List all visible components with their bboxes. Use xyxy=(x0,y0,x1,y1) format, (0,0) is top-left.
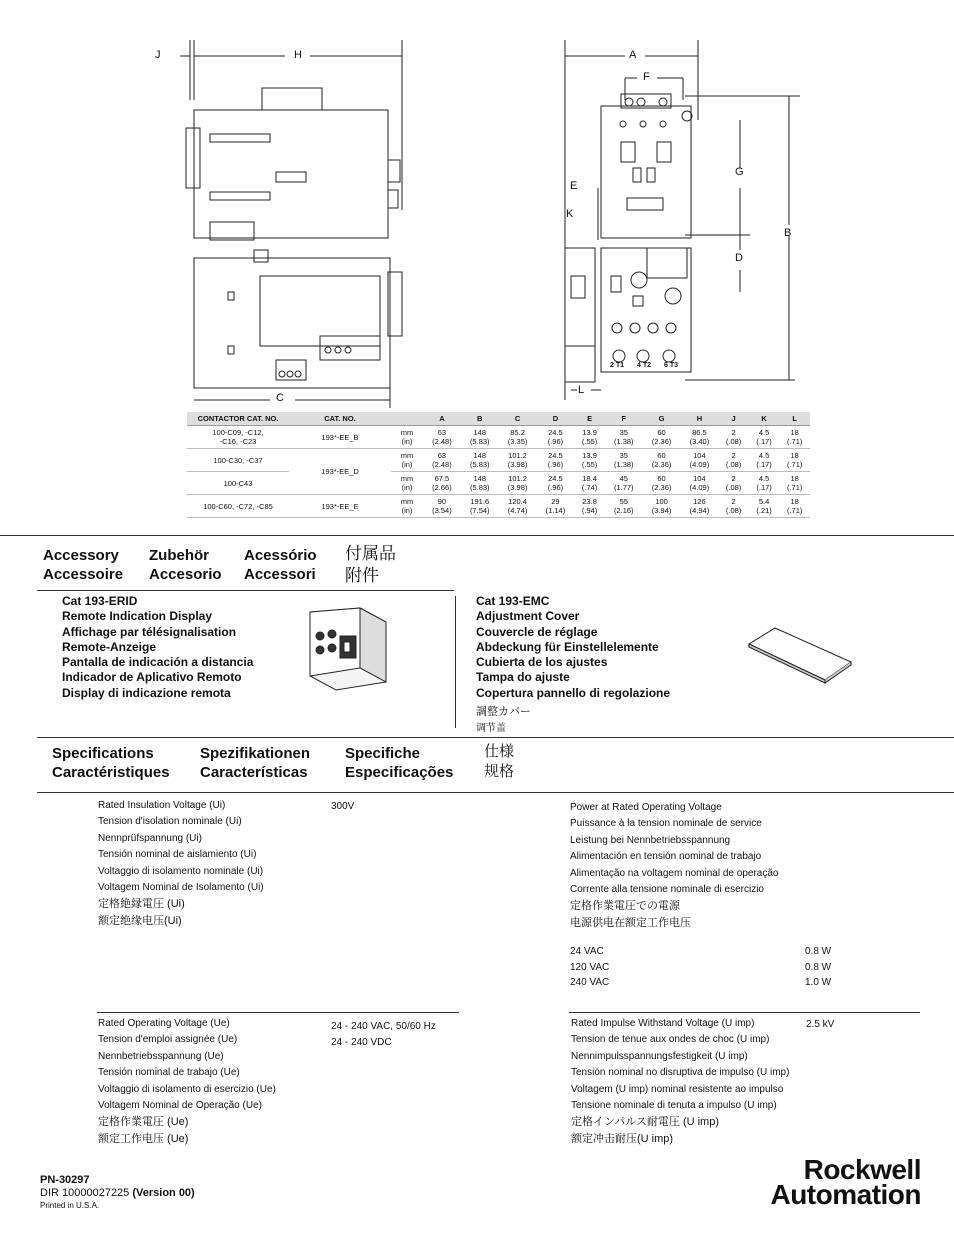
power-watts: 0.8 W xyxy=(805,946,832,957)
spec-line: Power at Rated Operating Voltage xyxy=(570,802,722,813)
terminal-label-3: 6 T3 xyxy=(664,362,679,369)
dim-cell: 90 (3.54) xyxy=(423,495,461,518)
spec-line: Voltagem (U imp) nominal resistente ao impulso xyxy=(571,1083,784,1095)
power-voltage: 240 VAC xyxy=(570,977,610,989)
spec-line: 定格絶縁電圧 (Ui) xyxy=(98,898,185,911)
dim-cell: 35 (1.38) xyxy=(605,449,643,472)
accessory-line: Remote Indication Display xyxy=(62,609,213,624)
spec-line: 额定冲击耐压(U imp) xyxy=(571,1132,674,1145)
dim-cell: 18 (.71) xyxy=(779,495,810,518)
spec-line: Tension de tenue aux ondes de choc (U imp) xyxy=(571,1034,770,1046)
dim-cell: 13.9 (.55) xyxy=(574,449,605,472)
dim-cell: 24.5 (.96) xyxy=(536,449,574,472)
heading-line: Specifiche xyxy=(345,745,421,762)
dim-cell: 104 (4.09) xyxy=(680,472,718,495)
accessory-line: Display di indicazione remota xyxy=(62,685,231,700)
table-row xyxy=(187,449,810,472)
column-header: CAT. NO. xyxy=(289,412,391,426)
dim-label-a: A xyxy=(629,49,637,61)
dim-label-h: H xyxy=(294,49,302,61)
dim-cell: 4.5 (.17) xyxy=(749,449,780,472)
spec-power-labels xyxy=(570,800,778,931)
dim-cell: 55 (2.16) xyxy=(605,495,643,518)
spec-line: Voltaggio di isolamento nominale (Ui) xyxy=(98,865,264,877)
cat-no-cell: 193*-EE_B xyxy=(289,426,391,449)
dim-cell: 5.4 (.21) xyxy=(749,495,780,518)
spec-heading-en xyxy=(52,744,170,782)
dimension-table xyxy=(187,412,810,518)
dim-cell: 101.2 (3.98) xyxy=(499,449,537,472)
accessory-emc-text xyxy=(476,594,670,701)
heading-line: Características xyxy=(200,764,308,781)
unit-cell: mm (in) xyxy=(391,449,423,472)
terminal-label-2: 4 T2 xyxy=(637,362,652,369)
spec-line: Tensión nominal no disruptiva de impulso (U imp) xyxy=(571,1067,790,1079)
heading-line: 规格 xyxy=(484,763,515,780)
dim-cell: 18 (.71) xyxy=(779,472,810,495)
accessory-line: Cat 193-ERID xyxy=(62,594,138,608)
dim-cell: 18 (.71) xyxy=(779,426,810,449)
heading-line: Accessori xyxy=(244,566,316,583)
value-line: 24 - 240 VDC xyxy=(331,1037,392,1048)
power-row xyxy=(570,975,840,991)
divider xyxy=(37,590,454,591)
spec-line: Rated Operating Voltage (Ue) xyxy=(98,1018,230,1029)
accessory-heading-pt xyxy=(244,546,317,584)
dim-cell: 104 (4.09) xyxy=(680,449,718,472)
spec-line: 定格インパルス耐電圧 (U imp) xyxy=(571,1116,720,1129)
accessory-line: Copertura pannello di regolazione xyxy=(476,685,671,700)
dim-cell: 120.4 (4.74) xyxy=(499,495,537,518)
dim-cell: 24.5 (.96) xyxy=(536,426,574,449)
dim-label-j: J xyxy=(155,49,161,61)
column-header: L xyxy=(779,412,810,426)
accessory-line: Affichage par télésignalisation xyxy=(62,624,237,639)
power-watts: 0.8 W xyxy=(805,961,832,973)
dim-label-c: C xyxy=(276,392,284,404)
heading-line: Acessório xyxy=(244,547,317,564)
divider xyxy=(569,1012,920,1013)
dim-cell: 67.5 (2.66) xyxy=(423,472,461,495)
column-header: B xyxy=(461,412,499,426)
spec-line: Corrente alla tensione nominale di esercizio xyxy=(570,884,764,896)
spec-line: Voltagem Nominal de Operação (Ue) xyxy=(98,1100,262,1112)
spec-line: 电源供电在额定工作电压 xyxy=(570,916,691,929)
heading-line: Zubehör xyxy=(149,547,209,564)
spec-heading-cjk xyxy=(484,742,514,782)
printed-in: Printed in U.S.A. xyxy=(40,1201,100,1210)
accessory-emc-cjk-2: 调节盖 xyxy=(476,723,506,734)
contactor-cat-cell: 100-C09, -C12, -C16, -C23 xyxy=(187,426,289,449)
accessory-heading-en xyxy=(43,546,123,584)
dim-cell: 148 (5.83) xyxy=(461,472,499,495)
accessory-line: Cat 193-EMC xyxy=(476,594,550,608)
heading-line: Accesorio xyxy=(149,566,222,583)
dim-cell: 2 (.08) xyxy=(718,472,749,495)
column-header: F xyxy=(605,412,643,426)
column-header xyxy=(391,412,423,426)
column-header: D xyxy=(536,412,574,426)
logo-line: Rockwell xyxy=(803,1154,921,1185)
accessory-heading-de xyxy=(149,546,222,584)
dim-cell: 126 (4.94) xyxy=(680,495,718,518)
front-view-diagram xyxy=(555,40,805,410)
unit-cell: mm (in) xyxy=(391,472,423,495)
dim-cell: 85.2 (3.35) xyxy=(499,426,537,449)
document-version xyxy=(40,1187,195,1199)
column-header: K xyxy=(749,412,780,426)
dim-cell: 60 (2.36) xyxy=(643,449,681,472)
spec-line: Voltaggio di isolamento di esercizio (Ue) xyxy=(98,1083,276,1095)
heading-line: Spezifikationen xyxy=(200,745,311,762)
dim-cell: 35 (1.38) xyxy=(605,426,643,449)
accessory-line: Tampa do ajuste xyxy=(476,670,570,685)
dim-cell: 60 (2.36) xyxy=(643,426,681,449)
column-header: A xyxy=(423,412,461,426)
spec-line: Nennbetriebsspannung (Ue) xyxy=(98,1050,224,1062)
dim-label-b: B xyxy=(784,227,792,239)
dim-label-f: F xyxy=(643,71,650,83)
spec-line: Puissance à la tension nominale de service xyxy=(570,818,762,830)
unit-cell: mm (in) xyxy=(391,426,423,449)
dim-cell: 24.5 (.96) xyxy=(536,472,574,495)
value-line: 24 - 240 VAC, 50/60 Hz xyxy=(331,1021,436,1032)
spec-impulse-value: 2.5 kV xyxy=(806,1019,835,1030)
spec-heading-it xyxy=(345,744,453,782)
part-number: PN-30297 xyxy=(40,1174,90,1186)
accessory-line: Indicador de Aplicativo Remoto xyxy=(62,670,242,685)
heading-line: Specifications xyxy=(52,745,154,762)
version-label: (Version 00) xyxy=(132,1187,195,1199)
spec-line: Tension d'emploi assignée (Ue) xyxy=(98,1034,238,1046)
divider xyxy=(37,737,954,738)
spec-line: 定格作業電圧 (Ue) xyxy=(98,1116,189,1129)
accessory-line: Couvercle de réglage xyxy=(476,624,598,639)
spec-line: Alimentação na voltagem nominal de operação xyxy=(570,867,779,879)
dim-label-k: K xyxy=(566,208,574,220)
dim-cell: 2 (.08) xyxy=(718,449,749,472)
accessory-heading-cjk xyxy=(345,543,396,587)
dim-cell: 63 (2.48) xyxy=(423,426,461,449)
spec-operating-labels xyxy=(98,1016,276,1147)
dim-label-e: E xyxy=(570,180,578,192)
spec-power-table xyxy=(570,944,840,991)
heading-line: Caractéristiques xyxy=(52,764,170,781)
spec-line: Tensione nominale di tenuta a impulso (U imp) xyxy=(571,1100,777,1112)
accessory-line: Cubierta de los ajustes xyxy=(476,655,608,670)
spec-line: Leistung bei Nennbetriebsspannung xyxy=(570,834,731,846)
spec-insulation-value: 300V xyxy=(331,801,355,812)
spec-insulation-labels xyxy=(98,798,264,929)
spec-line: Nennimpulsspannungsfestigkeit (U imp) xyxy=(571,1050,748,1062)
dim-label-g: G xyxy=(735,166,744,178)
remote-display-image xyxy=(300,606,390,692)
rockwell-logo xyxy=(716,1154,921,1210)
dim-cell: 2 (.08) xyxy=(718,426,749,449)
spec-line: Rated Impulse Withstand Voltage (U imp) xyxy=(571,1018,755,1029)
dim-cell: 148 (5.83) xyxy=(461,426,499,449)
cat-no-cell: 193*-EE_E xyxy=(289,495,391,518)
dim-cell: 4.5 (.17) xyxy=(749,472,780,495)
heading-line: 附件 xyxy=(345,566,379,585)
dim-cell: 86.5 (3.40) xyxy=(680,426,718,449)
dim-cell: 18.4 (.74) xyxy=(574,472,605,495)
dim-cell: 13.9 (.55) xyxy=(574,426,605,449)
spec-line: Nennprüfspannung (Ui) xyxy=(98,832,202,844)
accessory-line: Adjustment Cover xyxy=(476,609,580,624)
dim-cell: 45 (1.77) xyxy=(605,472,643,495)
column-header: J xyxy=(718,412,749,426)
dim-cell: 23.8 (.94) xyxy=(574,495,605,518)
table-row xyxy=(187,495,810,518)
spec-line: Voltagem Nominal de Isolamento (Ui) xyxy=(98,882,264,894)
unit-cell: mm (in) xyxy=(391,495,423,518)
vertical-divider xyxy=(455,596,456,728)
power-watts: 1.0 W xyxy=(805,977,832,989)
power-row xyxy=(570,944,840,960)
table-row xyxy=(187,472,810,495)
spec-line: Tensión nominal de trabajo (Ue) xyxy=(98,1067,240,1079)
dim-cell: 18 (.71) xyxy=(779,449,810,472)
spec-line: 额定绝缘电压(Ui) xyxy=(98,914,182,927)
accessory-erid-text xyxy=(62,594,253,701)
heading-line: 仕様 xyxy=(484,743,515,760)
column-header: C xyxy=(499,412,537,426)
dim-cell: 63 (2.48) xyxy=(423,449,461,472)
heading-line: Especificações xyxy=(345,764,454,781)
spec-operating-values xyxy=(331,1019,436,1051)
spec-line: Tensión nominal de aislamiento (Ui) xyxy=(98,849,257,861)
dim-cell: 101.2 (3.98) xyxy=(499,472,537,495)
dir-number: DIR 10000027225 xyxy=(40,1187,130,1199)
dim-cell: 191.6 (7.54) xyxy=(461,495,499,518)
spec-line: 定格作業電圧での電源 xyxy=(570,900,680,913)
column-header: H xyxy=(680,412,718,426)
spec-line: 额定工作电压 (Ue) xyxy=(98,1132,189,1145)
dim-cell: 4.5 (.17) xyxy=(749,426,780,449)
terminal-label-1: 2 T1 xyxy=(610,362,625,369)
accessory-line: Remote-Anzeige xyxy=(62,639,157,654)
dim-cell: 148 (5.83) xyxy=(461,449,499,472)
divider xyxy=(37,792,954,793)
spec-line: Tension d'isolation nominale (Ui) xyxy=(98,816,242,828)
side-view-diagram xyxy=(150,40,420,410)
heading-line: Accessory xyxy=(43,547,119,564)
contactor-cat-cell: 100-C60, -C72, -C85 xyxy=(187,495,289,518)
accessory-emc-cjk-1: 調整カバー xyxy=(476,706,531,718)
spec-impulse-labels xyxy=(571,1016,789,1147)
adjustment-cover-image xyxy=(745,624,855,684)
dim-label-l: L xyxy=(578,384,585,396)
power-voltage: 120 VAC xyxy=(570,961,610,973)
spec-line: Alimentación en tensión nominal de trabajo xyxy=(570,851,762,863)
power-row xyxy=(570,960,840,976)
dim-cell: 60 (2.36) xyxy=(643,472,681,495)
spec-line: Rated Insulation Voltage (Ui) xyxy=(98,800,226,811)
cat-no-cell: 193*-EE_D xyxy=(289,449,391,495)
dim-cell: 100 (3.94) xyxy=(643,495,681,518)
accessory-line: Pantalla de indicación a distancia xyxy=(62,655,254,670)
table-header-row xyxy=(187,412,810,426)
power-voltage: 24 VAC xyxy=(570,946,604,957)
column-header: CONTACTOR CAT. NO. xyxy=(187,412,289,426)
divider xyxy=(97,1012,459,1013)
dim-cell: 29 (1.14) xyxy=(536,495,574,518)
column-header: G xyxy=(643,412,681,426)
column-header: E xyxy=(574,412,605,426)
accessory-line: Abdeckung für Einstellelemente xyxy=(476,639,659,654)
heading-line: Accessoire xyxy=(43,566,124,583)
contactor-cat-cell: 100-C43 xyxy=(187,472,289,495)
divider xyxy=(0,535,954,536)
dim-label-d: D xyxy=(735,252,743,264)
heading-line: 付属品 xyxy=(345,544,396,563)
logo-line: Automation xyxy=(770,1179,921,1210)
table-row xyxy=(187,426,810,449)
spec-heading-de xyxy=(200,744,310,782)
contactor-cat-cell: 100-C30, -C37 xyxy=(187,449,289,472)
dim-cell: 2 (.08) xyxy=(718,495,749,518)
